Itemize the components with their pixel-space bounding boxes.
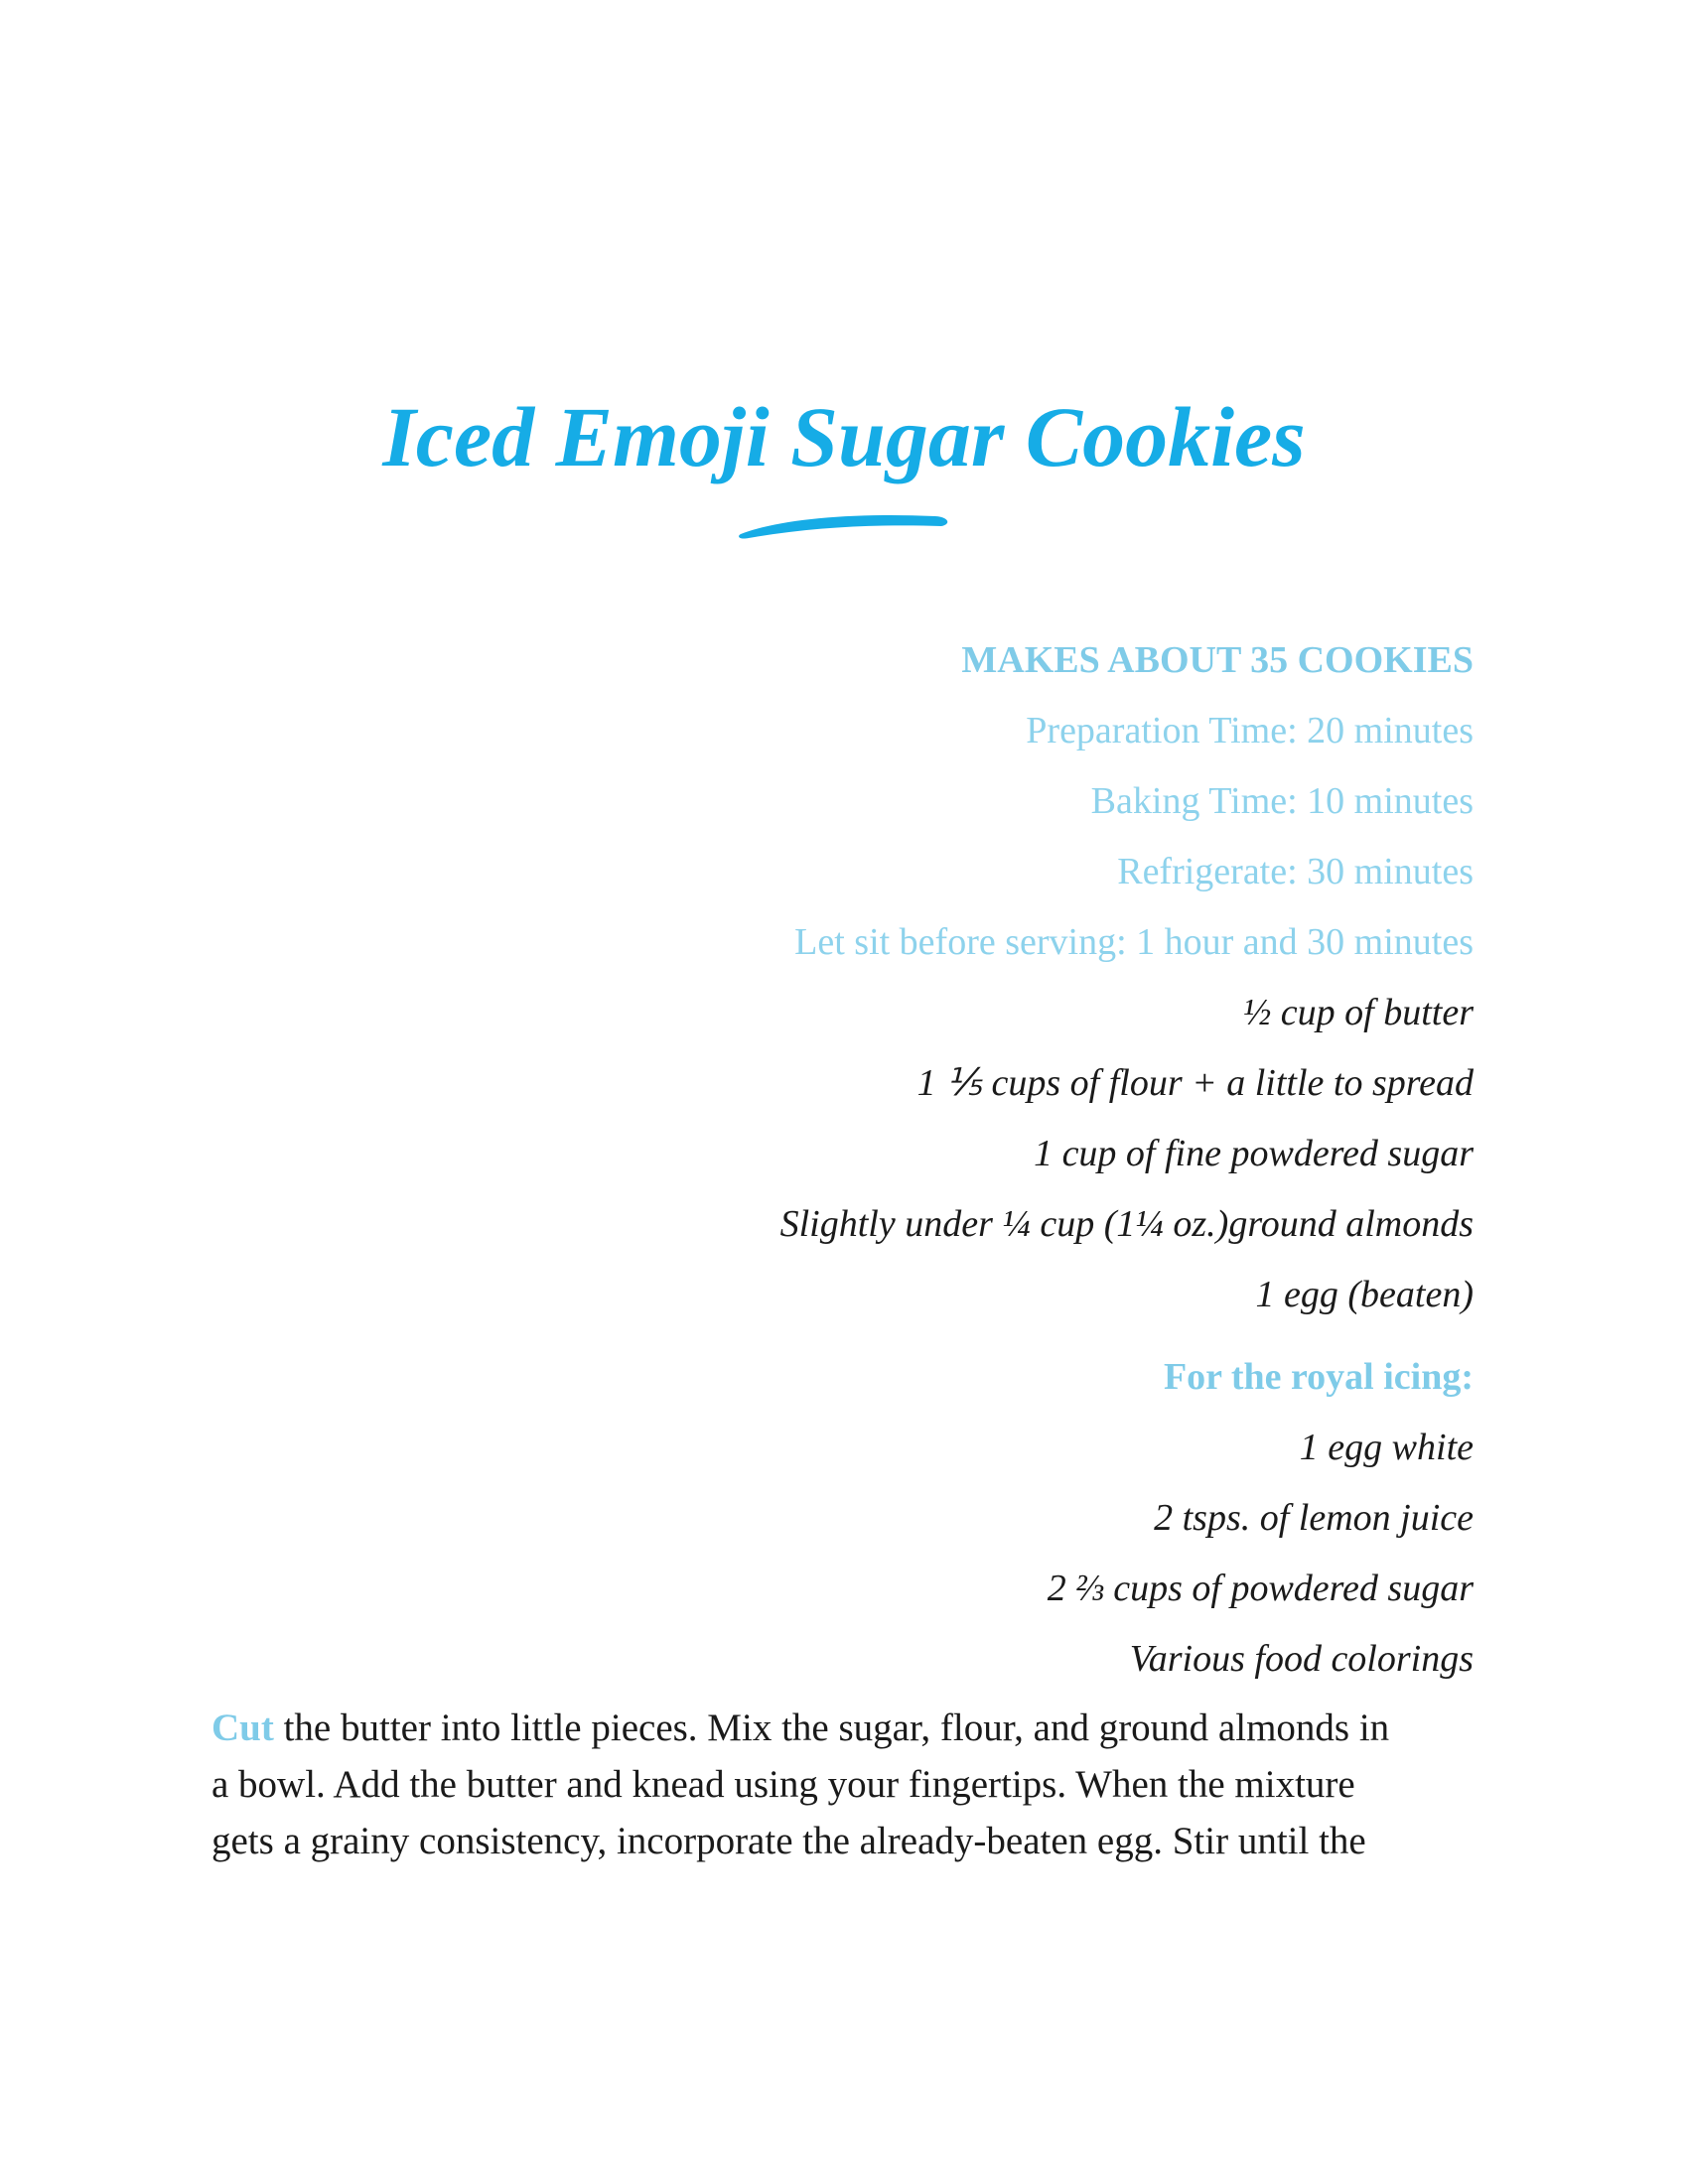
icing-ingredient-list: [381, 1413, 1474, 1695]
prep-time: Preparation Time: 20 minutes: [1026, 710, 1474, 751]
recipe-meta: [381, 625, 1474, 1695]
ingredient-item: Slightly under ¼ cup (1¼ oz.)ground almonds: [779, 1203, 1474, 1245]
instructions-paragraph: [211, 1700, 1477, 1869]
icing-ingredient-item: 2 tsps. of lemon juice: [1154, 1497, 1474, 1539]
instruction-line: gets a grainy consistency, incorporate the already-beaten egg. Stir until the: [211, 1820, 1366, 1862]
title-swoosh-decoration: [737, 506, 951, 542]
refrigerate-time: Refrigerate: 30 minutes: [1117, 851, 1474, 892]
instruction-line: [211, 1700, 1477, 1756]
yield-heading: MAKES ABOUT 35 COOKIES: [961, 639, 1474, 681]
ingredient-list: [381, 978, 1474, 1330]
icing-heading: For the royal icing:: [1163, 1356, 1474, 1398]
ingredient-item: 1 cup of fine powdered sugar: [1034, 1133, 1474, 1174]
ingredient-item: 1 egg (beaten): [1255, 1274, 1474, 1315]
instruction-lead-word: Cut: [211, 1706, 274, 1749]
baking-time: Baking Time: 10 minutes: [1090, 780, 1474, 822]
ingredient-item: 1 ⅕ cups of flour + a little to spread: [916, 1062, 1474, 1104]
icing-ingredient-item: 2 ⅔ cups of powdered sugar: [1047, 1568, 1474, 1609]
instruction-line: a bowl. Add the butter and knead using your fingertips. When the mixture: [211, 1763, 1355, 1806]
rest-time: Let sit before serving: 1 hour and 30 minutes: [794, 921, 1474, 963]
recipe-title: Iced Emoji Sugar Cookies: [382, 389, 1306, 484]
icing-ingredient-item: Various food colorings: [1129, 1638, 1474, 1680]
icing-ingredient-item: 1 egg white: [1299, 1427, 1474, 1468]
instruction-line-text: the butter into little pieces. Mix the sugar, flour, and ground almonds in: [273, 1706, 1390, 1749]
ingredient-item: ½ cup of butter: [1242, 992, 1474, 1033]
